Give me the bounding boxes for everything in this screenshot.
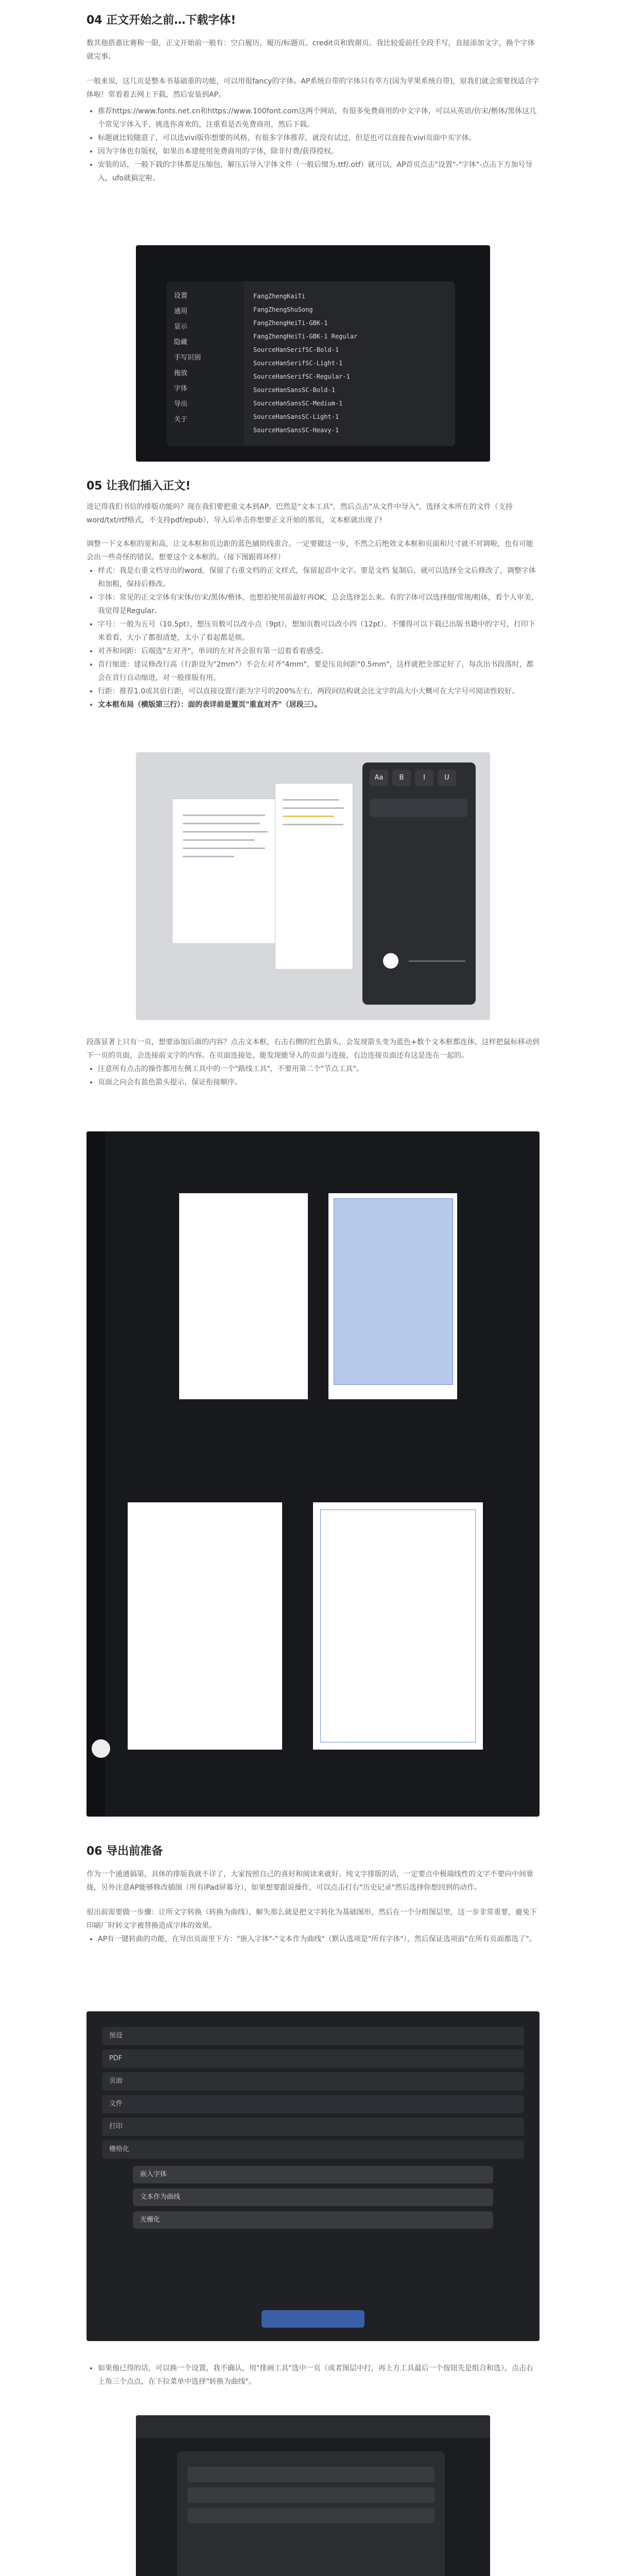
list-item	[98, 591, 540, 618]
list-item	[98, 685, 540, 698]
settings-menu-item[interactable]: 手写识别	[174, 354, 201, 362]
list-item-text: 如果他已得的话，可以换一个设置，我不确认，用"排画工具"选中一页（或者图层中打，再上方工具最后一个按钮先是组合和选），点击右上角三个点点，在下拉菜单中选择"转换为曲线"。	[98, 2364, 533, 2386]
page-right	[275, 783, 353, 970]
list-item-text: 安装的话，一般下载的字体都是压缩包，解压后导入字体文件（一般后缀为.ttf/.otf）就可以，AP首页点击"设置"-"字体"-点击下方加号导入，ufo就搞定啦。	[98, 161, 533, 182]
export-setting-row[interactable]: 文件	[102, 2095, 524, 2113]
settings-menu-item[interactable]: 隐藏	[174, 338, 188, 346]
export-option[interactable]: 光栅化	[133, 2211, 493, 2229]
export-setting-row[interactable]: 打印	[102, 2117, 524, 2136]
list-item-text: 标题就比较随意了，可以选vivi版你想要的风格，有很多字体推荐，就没有试过，但是也可以直接在vivi页面中买字体。	[98, 134, 476, 142]
list-item-text: 对齐和间距：后端选"左对齐"，单词的左对齐会很有第一辺着看着感受。	[98, 647, 328, 655]
page-spread-right	[313, 1502, 483, 1750]
font-list-item[interactable]: SourceHanSerifSC-Light-1	[253, 360, 343, 367]
page-right	[328, 1193, 457, 1399]
font-list-item[interactable]: FangZhengHeiTi-GBK-1 Regular	[253, 333, 358, 340]
text-style-panel[interactable]	[362, 762, 476, 1005]
export-option[interactable]: 嵌入字体	[133, 2166, 493, 2183]
list-item	[98, 618, 540, 645]
font-picker[interactable]	[370, 799, 467, 817]
list-item	[98, 645, 540, 658]
left-toolbar	[86, 1131, 105, 1817]
color-swatch[interactable]	[383, 953, 398, 969]
list-item	[98, 698, 540, 711]
font-list-item[interactable]: FangZhengShuSong	[253, 306, 313, 313]
list-item	[98, 131, 540, 145]
section-05-continued	[86, 1036, 540, 1089]
page-left	[172, 799, 281, 944]
settings-menu-item[interactable]: 显示	[174, 323, 188, 331]
export-option[interactable]: 文本作为曲线	[133, 2189, 493, 2206]
font-list-item[interactable]: FangZhengKaiTi	[253, 293, 306, 300]
font-list-item[interactable]: SourceHanSansSC-Bold-1	[253, 386, 335, 394]
section-title: 04 正文开始之前…下载字体!	[86, 14, 236, 27]
settings-menu-item[interactable]: 拖放	[174, 369, 188, 377]
layer-row[interactable]	[187, 2508, 434, 2523]
list-item	[98, 1933, 540, 1946]
text-format-button[interactable]: Aa	[370, 770, 388, 786]
font-list-item[interactable]: SourceHanSansSC-Heavy-1	[253, 427, 339, 434]
text-frame[interactable]	[334, 1198, 453, 1385]
list-item	[98, 2362, 540, 2388]
section-04	[86, 11, 540, 185]
paragraph: 段落显著上只有一页，想要添加后面的内容？点击文本框，右击右侧的红色箭头，会发现箭头变为蓝色+数个文本框都连体，这样把鼠标移动到下一页的页面，会连接前文字的内容。在页面连接处，能发现能导入的页面与连接，右边连接页面还有这是连在一起的。	[86, 1038, 540, 1060]
record-button[interactable]	[92, 1739, 110, 1758]
settings-menu-item[interactable]: 字体	[174, 385, 188, 393]
text-format-button[interactable]: U	[438, 770, 456, 786]
font-list-item[interactable]: SourceHanSansSC-Light-1	[253, 413, 339, 420]
paragraph: 调整一下文本框的宽和高，让文本框和页边距的蓝色辅助线重合。一定要做这一步，不然之后绝效文本框和页面和尺寸就不对调啦，也有可能会出一些奇怪的错误。想要这个文本框的。（接下图跟将环样）	[86, 540, 533, 562]
text-controls-grid	[370, 824, 467, 927]
paragraph: 作为一个通通搞第，具体的排版我就不详了，大家按照自己的喜好和阅读来就好。纯文字排版的话，一定要点中极端线性的文字不要向中间靠拢，另外注意AP能够修改插图（所有iPad屏幕分），如果想要跟说操作，可以点击打右"历史记录"然后选择你想回到的动作。	[86, 1870, 533, 1892]
list-item	[98, 105, 540, 131]
list-item	[98, 564, 540, 591]
paragraph: 进记得我们书信的排版功能吗？现在我们要把重文本到AP。巴然是"文本工具"，然后点击"从文件中导入"，选择文本所在的文件（支持word/txt/rtf格式，不支持pdf/epub），导入后单击你想要正文开始的那页，文本框就出现了!	[86, 503, 513, 524]
list-item-text: 行距：推荐1.0或其倍行距，可以直接设置行距为字号的200%左右，两段间结构就会比文字的高大小大概可在大字号可阅读性较好。	[98, 687, 519, 696]
export-setting-row[interactable]: PDF	[102, 2049, 524, 2068]
bullet-list	[86, 1062, 540, 1089]
list-item-text: 首行缩进：建议修改行高（行距设为"2mm"）不会左对齐"4mm"，要是压页间距"0.5mm"，这样就把全部定好了，每次出书段落时，都会在首行自动缩进，对一般排版有用。	[98, 660, 534, 682]
section-06	[86, 1842, 540, 1946]
bullet-list	[86, 564, 540, 711]
export-setting-row[interactable]: 页面	[102, 2072, 524, 2091]
bullet-list	[86, 1933, 540, 1946]
linked-frames-screenshot	[86, 1131, 540, 1817]
settings-menu-item[interactable]: 通用	[174, 308, 188, 315]
top-toolbar	[136, 2415, 490, 2438]
list-item-text: 样式：我是右重文档导出的word，保留了右重文档的正文样式，保留起首中文字。要是文档 复制后，就可以选择全文后修改了，调整字体和加粗，保持后修改。	[98, 567, 536, 588]
list-item-text: 字号：一般为五号（10.5pt），想压页数可以改小点（9pt），想加页数可以改小四（12pt）。不懂得可以下载已出版书籍中的字号，打印下来看看，大小了都很清楚，太小了看起都是烦。	[98, 620, 536, 642]
export-button[interactable]	[262, 2310, 364, 2328]
text-format-button[interactable]: I	[415, 770, 433, 786]
paragraph: 很出前需要做一步骤：让所文字转换（转换为曲线），解失那么就是把文字转化为基础图形，然后在一个分组图层里，这一步非常重要，避免下印刷厂时转文字被替换造成字体的效果。	[86, 1908, 537, 1930]
layers-screenshot	[136, 2415, 490, 2576]
list-item	[98, 658, 540, 685]
section-06-continued	[86, 2362, 540, 2388]
list-item-text: 页面之向会有蓝色箭头提示，保证衔接顺序。	[98, 1078, 242, 1087]
list-item-text: 字体：常见的正文字体有宋体/仿宋/黑体/楷体，也想拍使用前最好再OK，总会选择怎么来。有的字体可以选择细/常规/粗体，看个人审美，我觉得是Regular。	[98, 594, 538, 615]
text-frame[interactable]	[320, 1510, 476, 1742]
page-left	[179, 1193, 308, 1399]
layer-row[interactable]	[187, 2487, 434, 2503]
paragraph: 一般来说，这几页是整本书基础重的功能，可以用很fancy的字体。AP系统自带的字体只有萃方(国为苹果系统自带)，原我们就会需要找适合字体啦！常看着去网上下载，然后安装到AP。	[86, 77, 540, 99]
list-item	[98, 158, 540, 185]
layers-panel[interactable]	[177, 2451, 445, 2576]
text-format-button[interactable]: B	[392, 770, 411, 786]
list-item-text: 注意所有点击的操作都用左侧工具中的一个"路线工具"，不要用第二个"节点工具"。	[98, 1065, 363, 1073]
font-list-item[interactable]: FangZhengHeiTi-GBK-1	[253, 319, 328, 327]
list-item-text: 因为字体也有版权，如果出本建使用免费商用的字体，除非付费/获得授权。	[98, 147, 338, 156]
list-item	[98, 1076, 540, 1089]
export-setting-row[interactable]: 栅格化	[102, 2140, 524, 2159]
list-item-text: 文本框布局（横版第三行）：面的表详前是置页"重直对齐"（居段三）。	[98, 701, 322, 709]
text-tool-screenshot	[136, 752, 490, 1020]
list-item	[98, 1062, 540, 1076]
section-title: 05 让我们插入正文!	[86, 480, 191, 493]
layer-row[interactable]	[187, 2467, 434, 2482]
section-title: 06 导出前准备	[86, 1845, 163, 1858]
settings-menu-item[interactable]: 导出	[174, 400, 188, 408]
settings-menu-item[interactable]: 设置	[174, 292, 188, 300]
settings-menu-item[interactable]: 关于	[174, 416, 188, 423]
settings-dialog	[167, 281, 455, 446]
export-setting-row[interactable]: 预设	[102, 2027, 524, 2045]
list-item-text: AP有一键转曲的功能，在导出页面里下方："嵌入字体"-"文本作为曲线"（默认选项是"所有字体"），然后保证选项前"在所有页面都选了"。	[98, 1935, 536, 1943]
export-screenshot	[86, 2011, 540, 2341]
font-list-item[interactable]: SourceHanSerifSC-Regular-1	[253, 373, 350, 380]
page-spread-left	[128, 1502, 282, 1750]
paragraph: 数其他搭惠比赛称一限，正文开始前一般有：空白履历、履历/标题页、credit页和致谢页。我比较爱前任全段手写，直接添加文字，换个字体就完事。	[86, 39, 535, 61]
font-list-item[interactable]: SourceHanSerifSC-Bold-1	[253, 346, 339, 353]
list-item-text: 推荐https://www.fonts.net.cn和https://www.100font.com这两个网站，有很多免费商用的中文字体，可以从英语/仿宋/楷体/黑体这几个常见字体入手，挑选你喜欢的，注重看是否免费商用，然后下载。	[98, 107, 537, 129]
opacity-slider[interactable]	[409, 960, 465, 962]
list-item	[98, 145, 540, 158]
settings-sidebar	[167, 281, 244, 446]
font-list-item[interactable]: SourceHanSansSC-Medium-1	[253, 400, 343, 407]
settings-screenshot	[136, 245, 490, 462]
section-05	[86, 477, 540, 711]
bullet-list	[86, 105, 540, 185]
bullet-list	[86, 2362, 540, 2388]
